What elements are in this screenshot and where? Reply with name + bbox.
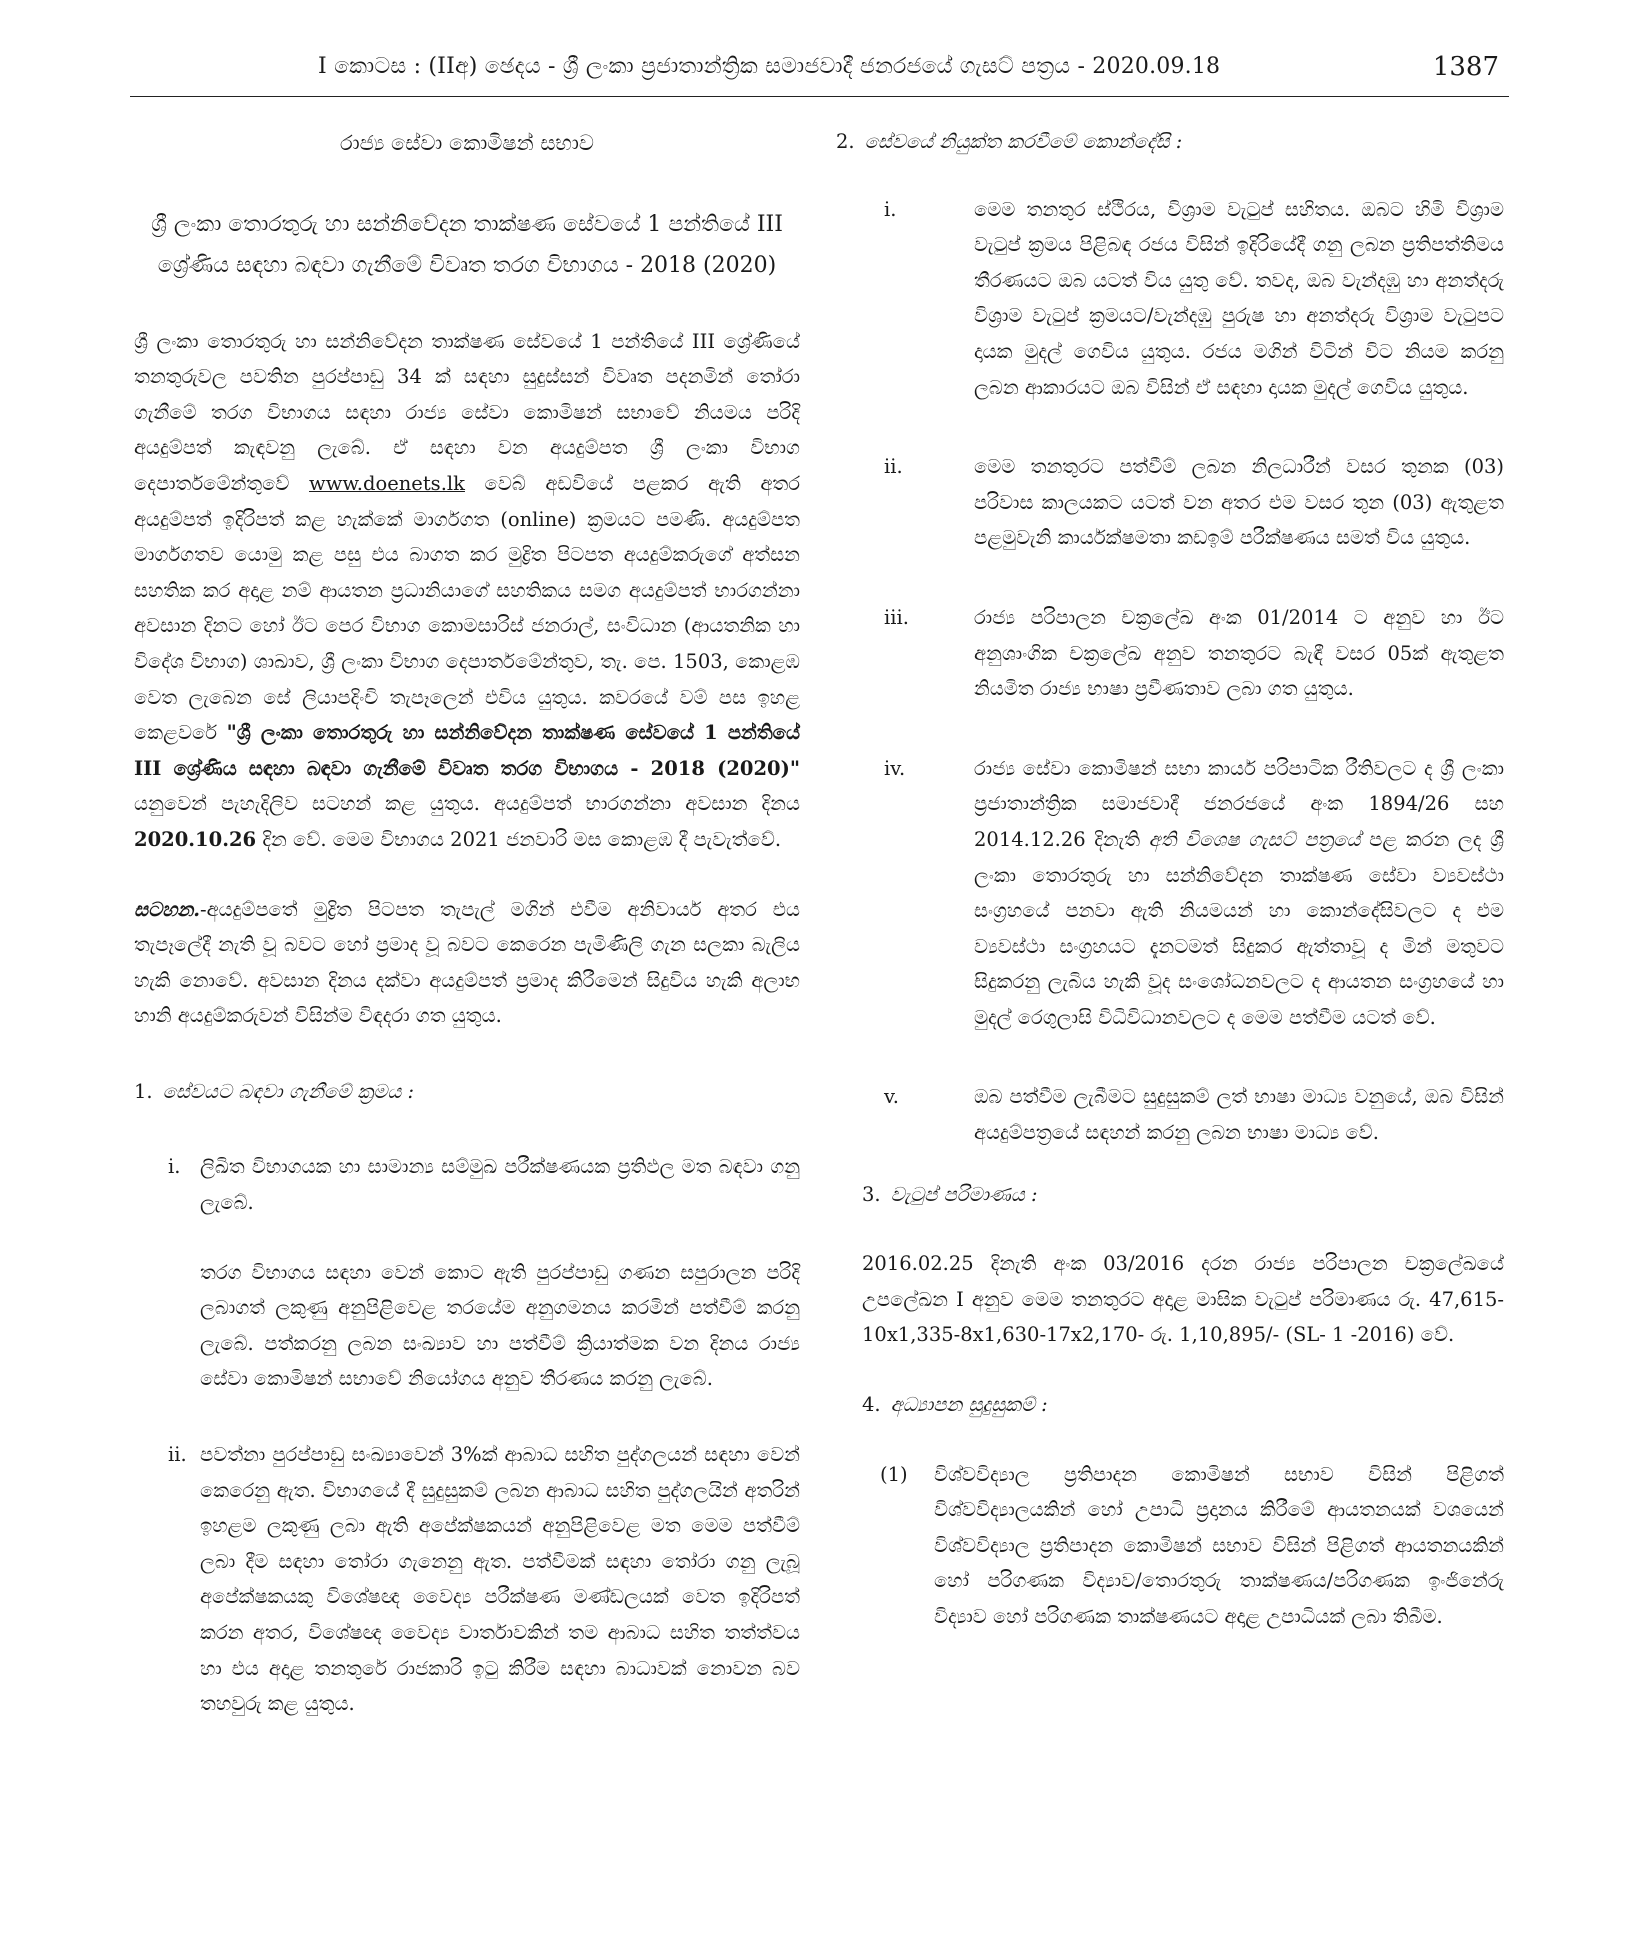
item-number: v. [884, 1085, 899, 1109]
section-2-item-ii [836, 449, 1504, 556]
item-number: i. [168, 1155, 181, 1179]
intro-text-2: වෙබ් අඩවියේ පළකර ඇති අතර අයදුම්පත් ඉදිරිපත් කළ හැක්කේ මාර්ගගත (online) ක්‍රමයට පමණි. අයදුම්පත මාර්ගගතව යොමු කළ පසු එය බාගත කර මුද්‍රිත පිටපත අයදුම්කරුගේ අත්සන සහතික කර අදාළ නම් ආයතන ප්‍රධානියාගේ සහතිකය සමග අයදුම්පත් භාරගන්නා අවසාන දිනට හෝ ඊට පෙර විභාග කොමසාරිස් ජනරාල්, සංවිධාන (ආයතනික හා විදේශ විභාග) ශාඛාව, ශ්‍රී ලංකා විභාග දෙපාර්තමේන්තුව, තැ. පෙ. 1503, කොළඹ වෙත ලැබෙන සේ ලියාපදිංචි තැපෑලෙන් එවිය යුතුය. කවරයේ වම් පස ඉහළ කෙළවරේ [134, 471, 800, 745]
note-label: සටහන. [134, 897, 201, 921]
item-number: ii. [168, 1443, 187, 1467]
section-4-title: අධ්‍යාපන සුදුසුකම් : [890, 1393, 1048, 1417]
item-number: iv. [884, 756, 906, 780]
right-column [836, 124, 1504, 1943]
item-text [974, 751, 1504, 1036]
item-text: ඔබ පත්වීම ලැබීමට සුදුසුකම් ලත් භාෂා මාධ්‍ය වනුයේ, ඔබ විසින් අයදුම්පත්‍රයේ සඳහන් කරනු ලබන භාෂා මාධ්‍ය වේ. [974, 1085, 1504, 1145]
note-paragraph [134, 892, 800, 1034]
item-text-1: රාජ්‍ය සේවා කොමිෂන් සභා කාර්ය පරිපාටික රීතිවලට ද ශ්‍රී ලංකා ප්‍රජාතාන්ත්‍රික සමාජවාදී ජනරජයේ අංක 1894/26 සහ 2014.12.26 දිනැති [974, 756, 1504, 851]
intro-paragraph [134, 324, 800, 858]
section-3-title: වැටුප් පරිමාණය : [890, 1182, 1038, 1206]
note-text: -අයදුම්පතේ මුද්‍රිත පිටපත තැපැල් මගින් එවීම අනිවාර්ය අතර එය තැපෑලේදී නැති වූ බවට හෝ ප්‍රමාද වූ බවට කෙරෙන පැමිණිලි ගැන සලකා බැලිය හැකි නොවේ. අවසාන දිනය දක්වා අයදුම්පත් ප්‍රමාද කිරීමෙන් සිදුවිය හැකි අලාභ හානි අයදුම්කරුවන් විසින්ම විඳදරා ගත යුතුය. [134, 897, 800, 1028]
item-text: ලිඛිත විභාගයක හා සාමාන්‍ය සම්මුඛ පරීක්ෂණයක ප්‍රතිඵල මත බඳවා ගනු ලැබේ. [200, 1155, 800, 1215]
item-number: (1) [880, 1462, 908, 1486]
item-text: මෙම තනතුරට පත්වීම් ලබන නිලධාරීන් වසර තුනක (03) පරිවාස කාලයකට යටත් වන අතර එම වසර තුන (03) ඇතුළත පළමුවැනි කාර්යක්ෂමතා කඩඉම් පරීක්ෂණය සමත් විය යුතුය. [974, 455, 1504, 550]
gazette-reference: අති විශෙෂ ගැසට් පත්‍රයේ [1148, 827, 1361, 851]
commission-heading: රාජ්‍ය සේවා කොමිෂන් සභාව [340, 131, 594, 155]
section-2-title: සේවයේ නියුක්ත කරවීමේ කොන්දේසි : [864, 130, 1183, 153]
section-2-item-iv [836, 751, 1504, 1036]
section-1-item-i [168, 1149, 800, 1220]
left-column [134, 124, 800, 1943]
section-1-paragraph: තරග විභාගය සඳහා වෙන් කොට ඇති පුරප්පාඩු ගණන සපුරාලන පරිදි ලබාගත් ලකුණු අනුපිළිවෙළ තරයේම අනුගමනය කරමින් පත්වීම් කරනු ලැබේ. පත්කරනු ලබන සංඛ්‍යාව හා පත්වීම් ක්‍රියාත්මක වන දිනය රාජ්‍ය සේවා කොමිෂන් සභාවේ නියෝගය අනුව තීරණය කරනු ලැබේ. [200, 1260, 800, 1391]
section-3-heading [862, 1177, 1504, 1213]
section-1-item-ii [168, 1437, 800, 1722]
section-2-number: 2. [836, 130, 855, 153]
envelope-title: "ශ්‍රී ලංකා තොරතුරු හා සන්නිවේදන තාක්ෂණ සේවයේ 1 පන්තියේ III ශ්‍රේණිය සඳහා බඳවා ගැනීමේ විවෘත තරග විභාගය - 2018 (2020)" [134, 721, 800, 780]
section-1-title: සේවයට බඳවා ගැනීමේ ක්‍රමය : [162, 1079, 415, 1103]
section-2-item-i [836, 192, 1504, 406]
item-text: මෙම තනතුර ස්ථිරය, විශ්‍රාම වැටුප් සහිතය. ඔබට හිමි විශ්‍රාම වැටුප් ක්‍රමය පිළිබඳ රජය විසින් ඉදිරියේදී ගනු ලබන ප්‍රතිපත්තිමය තීරණයට ඔබ යටත් විය යුතු වේ. තවද, ඔබ වැන්දඹු හා අනත්දරු විශ්‍රාම වැටුප් ක්‍රමයට/වැන්දඹු පුරුෂ හා අනත්දරු විශ්‍රාම වැටුපට දායක මුදල් ගෙවිය යුතුය. රජය මගින් විටින් විට නියම කරනු ලබන ආකාරයට ඔබ විසින් ඒ සඳහා දායක මුදල් ගෙවිය යුතුය. [974, 197, 1504, 399]
item-number: i. [884, 197, 897, 221]
item-text: රාජ්‍ය පරිපාලන චක්‍රලේඛ අංක 01/2014 ට අනුව හා ඊට අනුශාංගික චක්‍රලේඛ අනුව තනතුරට බැඳී වසර 05ක් ඇතුළත නියමිත රාජ්‍ය භාෂා ප්‍රවීණතාව ලබා ගත යුතුය. [974, 605, 1504, 701]
salary-scale-text: 2016.02.25 දිනැති අංක 03/2016 දරන රාජ්‍ය පරිපාලන චක්‍රලේඛයේ උපලේඛන I අනුව මෙම තනතුරට අදාළ මාසික වැටුප් පරිමාණය රු. 47,615-10x1,335-8x1,630-17x2,170- රු. 1,10,895/- (SL- 1 -2016) වේ. [862, 1252, 1504, 1347]
intro-text-1: ශ්‍රී ලංකා තොරතුරු හා සන්නිවේදන තාක්ෂණ සේවයේ 1 පන්තියේ III ශ්‍රේණියේ තනතුරුවල පවතින පුරප්පාඩු 34 ක් සඳහා සුදුස්සන් විවෘත පදනමින් තෝරා ගැනීමේ තරග විභාගය සඳහා රාජ්‍ය සේවා කොමිෂන් සභාවේ නියමය පරිදි අයදුම්පත් කැඳවනු ලැබේ. ඒ සඳහා වන අයදුම්පත ශ්‍රී ලංකා විභාග දෙපාර්තමේන්තුවේ [134, 329, 800, 495]
section-4-heading [862, 1387, 1504, 1423]
item-text-2: පළ කරන ලද ශ්‍රී ලංකා තොරතුරු හා සන්නිවේදන තාක්ෂණ සේවා ව්‍යවස්ථා සංග්‍රහයේ පනවා ඇති නියමයන් හා කොන්දේසිවලට ද එම ව්‍යවස්ථා සංග්‍රහයට දැනටමත් සිදුකර ඇත්තාවූ ද මින් මතුවට සිදුකරනු ලැබිය හැකි වූද සංශෝධනවලට ද ආයතන සංග්‍රහයේ හා මුදල් රෙගුලාසි විධිවිධානවලට ද මෙම පත්වීම යටත් වේ. [974, 827, 1504, 1029]
item-number: ii. [884, 455, 903, 479]
page-number: 1387 [1432, 52, 1499, 82]
item-text: පවත්නා පුරප්පාඩු සංඛ්‍යාවෙන් 3%ක් ආබාධ සහිත පුද්ගලයන් සඳහා වෙන් කෙරෙනු ඇත. විභාගයේ දී සුදුසුකම් ලබන ආබාධ සහිත පුද්ගලයින් අතරින් ඉහළම ලකුණු ලබා ඇති අපේක්ෂකයන් අනුපිළිවෙළ මත මෙම පත්වීම් ලබා දීම සඳහා තෝරා ගැනෙනු ඇත. පත්වීමක් සඳහා තෝරා ගනු ලැබූ අපේක්ෂකයකු විශේෂඥ වෛද්‍ය පරීක්ෂණ මණ්ඩලයක් වෙත ඉදිරිපත් කරන අතර, විශේෂඥ වෛද්‍ය වාර්තාවකින් තම ආබාධ සහිත තත්ත්වය හා එය අදාළ තනතුරේ රාජකාරි ඉටු කිරීම සඳහා බාධාවක් නොවන බව තහවුරු කළ යුතුය. [200, 1443, 800, 1716]
section-2-item-v [836, 1079, 1504, 1150]
item-text: විශ්වවිද්‍යාල ප්‍රතිපාදන කොමිෂන් සභාව විසින් පිළිගත් විශ්වවිද්‍යාලයකින් හෝ උපාධි ප්‍රදානය කිරීමේ ආයතනයක් වශයෙන් විශ්වවිද්‍යාල ප්‍රතිපාදන කොමිෂන් සභාව විසින් පිළිගත් ආයතනයකින් හෝ පරිගණක විද්‍යාව/තොරතුරු තාක්ෂණය/පරිගණක ඉංජිනේරු විද්‍යාව හෝ පරිගණක තාක්ෂණයට අදාළ උපාධියක් ලබා තිබීම. [934, 1462, 1504, 1628]
closing-date: 2020.10.26 [134, 827, 257, 851]
section-3-number: 3. [862, 1182, 881, 1206]
exam-title: ශ්‍රී ලංකා තොරතුරු හා සන්නිවේදන තාක්ෂණ සේවයේ 1 පන්තියේ III ශ්‍රේණිය සඳහා බඳවා ගැනීමේ විවෘත තරග විභාගය - 2018 (2020) [151, 211, 783, 278]
page-header [0, 54, 1647, 94]
intro-text-3: යනුවෙන් පැහැදිලිව සටහන් කළ යුතුය. අයදුම්පත් භාරගන්නා අවසාන දිනය [134, 792, 800, 816]
intro-text-4: දින වේ. මෙම විභාගය 2021 ජනවාරි මස කොළඹ දී පැවැත්වේ. [256, 827, 782, 851]
section-4-item-1 [880, 1457, 1504, 1635]
section-2-item-iii [836, 600, 1504, 707]
header-title: I කොටස : (IIඅ) ඡෙදය - ශ්‍රී ලංකා ප්‍රජාතාන්ත්‍රික සමාජවාදී ජනරජයේ ගැසට් පත්‍රය - 2020.09.18 [318, 54, 1221, 79]
section-2-heading [836, 124, 1504, 160]
website-link[interactable]: www.doenets.lk [309, 471, 465, 495]
item-number: iii. [884, 605, 909, 629]
header-divider [130, 96, 1509, 97]
section-1-heading [134, 1074, 800, 1110]
section-1-number: 1. [134, 1079, 153, 1103]
section-4-number: 4. [862, 1393, 881, 1417]
